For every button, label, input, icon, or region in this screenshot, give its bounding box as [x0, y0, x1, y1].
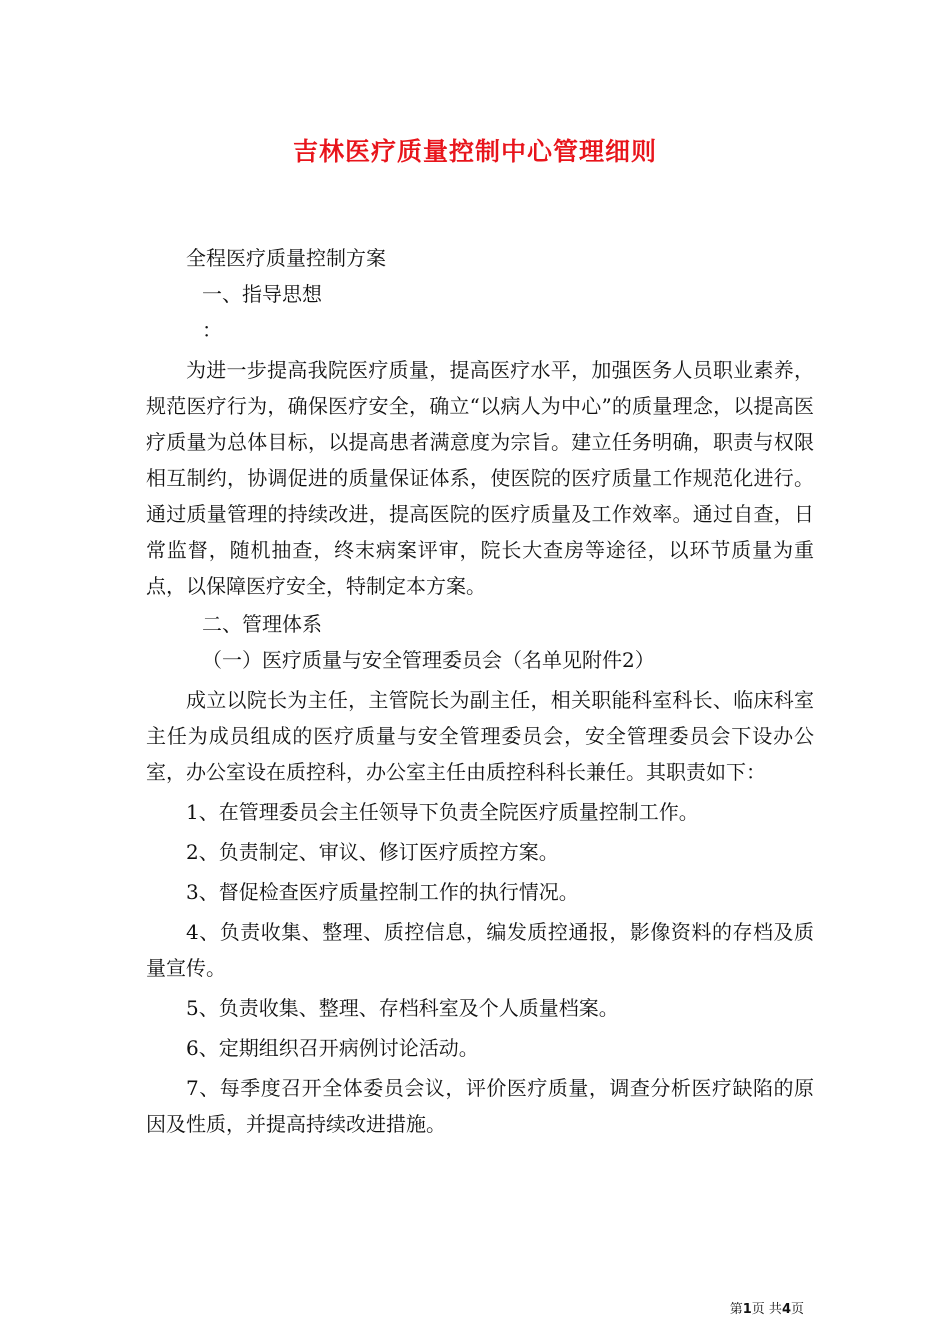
- footer-current-page: 1: [742, 1302, 752, 1317]
- footer-prefix: 第: [729, 1302, 743, 1317]
- page-number-footer: [730, 1298, 804, 1317]
- paragraph-purpose: 为进一步提高我院医疗质量，提高医疗水平，加强医务人员职业素养，规范医疗行为，确保医疗安全，确立“以病人为中心”的质量理念，以提高医疗质量为总体目标，以提高患者满意度为宗旨。建立任务明确，职责与权限相互制约，协调促进的质量保证体系，使医院的医疗质量工作规范化进行。通过质量管理的持续改进，提高医院的医疗质量及工作效率。通过自查，日常监督，随机抽查，终末病案评审，院长大查房等途径，以环节质量为重点，以保障医疗安全，特制定本方案。: [146, 358, 814, 598]
- footer-suffix: 页: [790, 1302, 804, 1317]
- footer-total-pages: 4: [781, 1302, 791, 1317]
- paragraph-committee-setup: 成立以院长为主任，主管院长为副主任，相关职能科室科长、临床科室主任为成员组成的医疗质量与安全管理委员会，安全管理委员会下设办公室，办公室设在质控科，办公室主任由质控科科长兼任。其职责如下：: [146, 688, 814, 784]
- list-item: 5、负责收集、整理、存档科室及个人质量档案。: [186, 996, 619, 1020]
- footer-middle: 页 共: [751, 1302, 782, 1317]
- plan-subtitle: 全程医疗质量控制方案: [186, 246, 386, 270]
- section-heading-management-system: 二、管理体系: [202, 612, 322, 636]
- document-body: [146, 240, 814, 1142]
- list-item: 4、负责收集、整理、质控信息，编发质控通报，影像资料的存档及质量宣传。: [146, 920, 814, 980]
- list-item: 3、督促检查医疗质量控制工作的执行情况。: [186, 880, 579, 904]
- colon-line: ：: [202, 318, 222, 342]
- section-heading-guiding-thought: 一、指导思想: [202, 282, 322, 306]
- list-item: 7、每季度召开全体委员会议，评价医疗质量，调查分析医疗缺陷的原因及性质，并提高持续改进措施。: [146, 1076, 814, 1136]
- list-item: 1、在管理委员会主任领导下负责全院医疗质量控制工作。: [186, 800, 699, 824]
- subsection-heading-committee: （一）医疗质量与安全管理委员会（名单见附件2）: [202, 648, 655, 672]
- list-item: 6、定期组织召开病例讨论活动。: [186, 1036, 479, 1060]
- list-item: 2、负责制定、审议、修订医疗质控方案。: [186, 840, 559, 864]
- document-title: 吉林医疗质量控制中心管理细则: [292, 137, 657, 166]
